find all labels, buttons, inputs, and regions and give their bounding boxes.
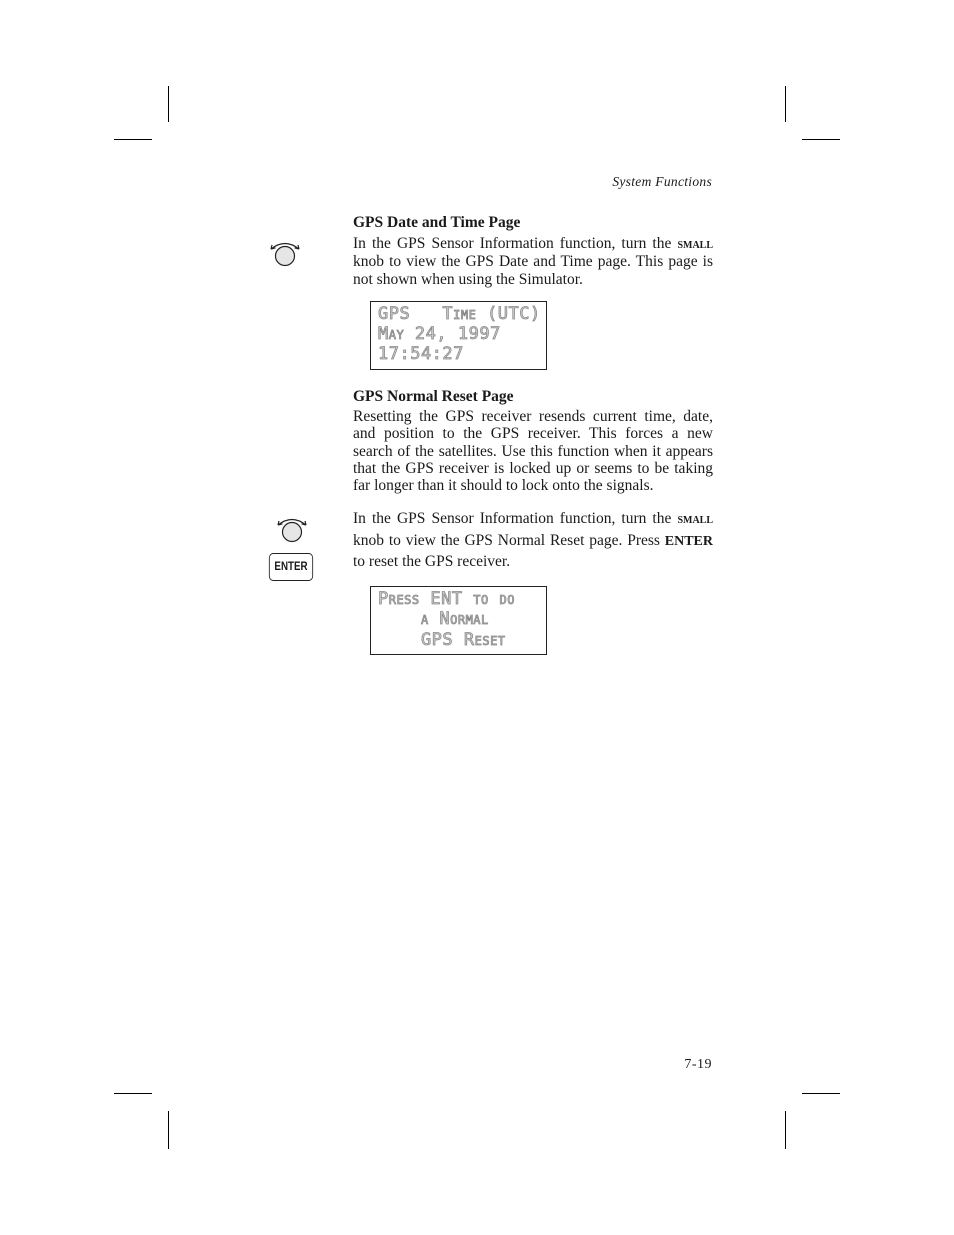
crop-mark bbox=[785, 1111, 786, 1149]
screen-line: Press ENT to do bbox=[378, 589, 515, 609]
section-heading: GPS Date and Time Page bbox=[353, 214, 521, 231]
running-header: System Functions bbox=[612, 174, 712, 189]
screen-line: GPS Time (UTC) bbox=[378, 304, 541, 324]
crop-mark bbox=[802, 1093, 840, 1094]
section-heading: GPS Normal Reset Page bbox=[353, 388, 514, 405]
crop-mark bbox=[785, 86, 786, 122]
key-name: ENTER bbox=[664, 533, 713, 549]
key-name: small bbox=[677, 512, 713, 527]
text: In the GPS Sensor Information function, turn the bbox=[353, 235, 678, 252]
section-normal-reset bbox=[353, 387, 713, 494]
paragraph bbox=[353, 509, 713, 573]
gps-time-screen bbox=[370, 301, 547, 370]
crop-mark bbox=[168, 1111, 169, 1149]
paragraph: Resetting the GPS receiver resends current time, date, and position to the GPS receiver. This forces a new search of the satellites. Use this function when it appears that the GPS receiver is locked up or seems to be taking far longer than it should to lock onto the signals. bbox=[353, 408, 713, 495]
text: to reset the GPS receiver. bbox=[353, 553, 511, 570]
small-knob-icon bbox=[273, 515, 311, 545]
small-knob-icon bbox=[266, 239, 304, 269]
crop-mark bbox=[802, 139, 840, 140]
key-name: small bbox=[677, 237, 713, 252]
section-normal-reset-steps bbox=[353, 509, 713, 573]
gps-reset-screen bbox=[370, 586, 547, 655]
screen-line: a Normal bbox=[378, 609, 489, 629]
crop-mark bbox=[114, 1093, 152, 1094]
section-date-time bbox=[353, 213, 713, 288]
crop-mark bbox=[114, 139, 152, 140]
screen-line: 17:54:27 bbox=[378, 344, 464, 364]
page-number: 7-19 bbox=[684, 1057, 712, 1072]
text: knob to view the GPS Normal Reset page. Press bbox=[353, 531, 665, 549]
crop-mark bbox=[168, 86, 169, 122]
enter-key-icon: ENTER bbox=[269, 553, 313, 581]
text: knob to view the GPS Date and Time page. This page is not shown when using the Simulator. bbox=[353, 253, 713, 288]
text: In the GPS Sensor Information function, turn the bbox=[353, 510, 678, 527]
screen-line: GPS Reset bbox=[378, 630, 506, 650]
paragraph bbox=[353, 235, 713, 288]
screen-line: May 24, 1997 bbox=[378, 324, 501, 344]
